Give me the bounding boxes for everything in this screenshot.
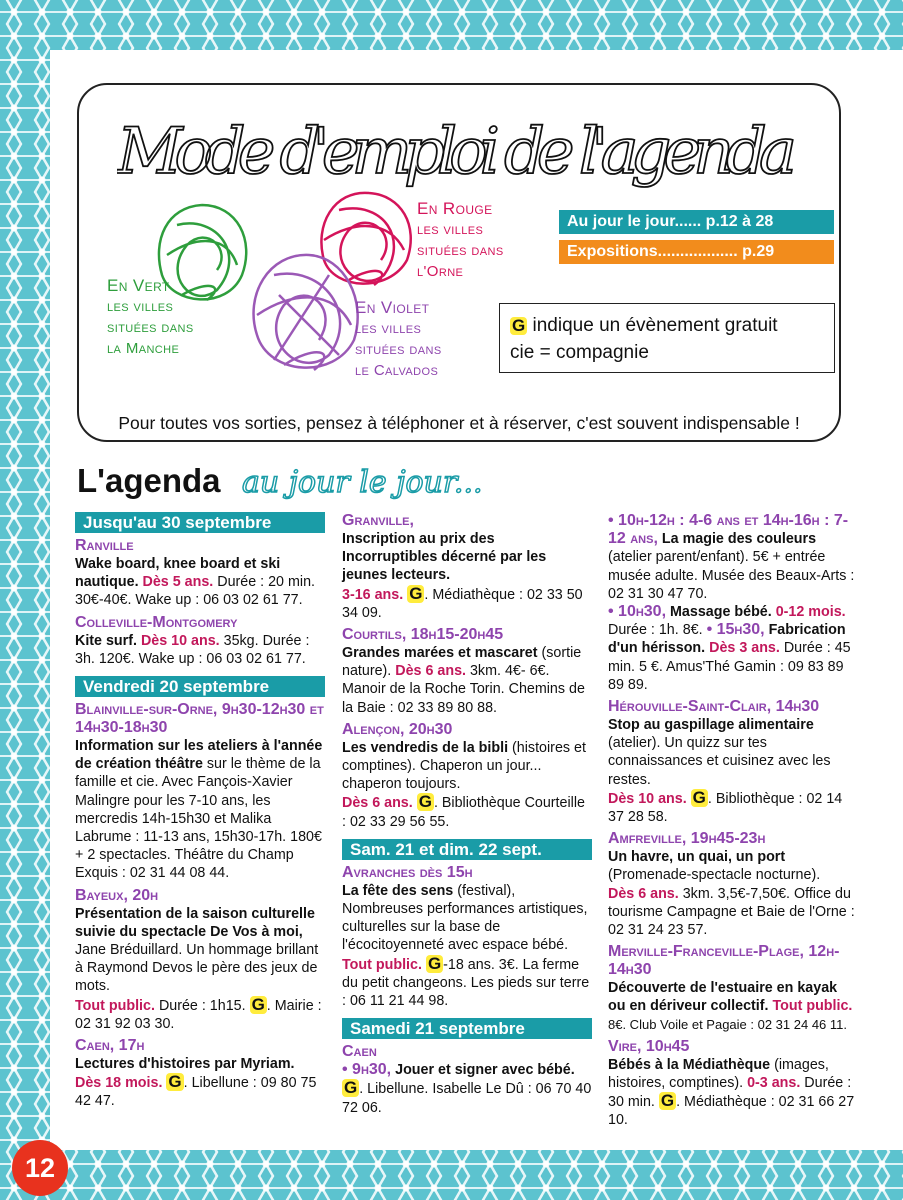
event-age: 3-16 ans. (342, 586, 404, 603)
tag-au-jour-le-jour: Au jour le jour...... p.12 à 28 (559, 210, 834, 234)
free-g-icon: G (512, 316, 526, 335)
event-details: Jane Bréduillard. Un hommage brillant à Raymond Devos le père des jeux de mots. (75, 942, 319, 995)
event-body (75, 555, 325, 610)
cie-legend-text: cie = compagnie (510, 342, 649, 363)
event-title: Stop au gaspillage alimentaire (608, 717, 814, 734)
event-body (608, 848, 858, 939)
tag-expositions: Expositions.................. p.29 (559, 240, 834, 264)
event-title: Wake board, knee board et ski nautique. (75, 556, 281, 591)
event-time: • 15h30, (706, 621, 765, 639)
guide-box (77, 83, 841, 442)
event-details: Durée : 1h. 8€. (608, 622, 703, 639)
legend-red-line: situées dans (417, 242, 504, 259)
event-title: Lectures d'histoires par Myriam. (75, 1056, 295, 1073)
event-city: Merville-Franceville-Plage, 12h-14h30 (608, 943, 840, 979)
event-title: Fabrication d'un hérisson. (608, 622, 846, 657)
event-age: 0-3 ans. (747, 1075, 801, 1092)
event-details: . Libellune. Isabelle Le Dû : 06 70 40 72 06. (342, 1081, 592, 1116)
legend-green-line: situées dans (107, 319, 194, 336)
legend-violet-line: le Calvados (355, 362, 439, 379)
event-details: . Bibliothèque : 02 14 37 28 58. (608, 790, 843, 826)
free-g-icon: G (344, 1078, 358, 1098)
event-time: • 10h-12h : 4-6 ans et 14h-16h : 7-12 ans, (608, 512, 849, 548)
legend-violet-line: situées dans (355, 341, 442, 358)
event-body (75, 737, 325, 883)
event-title: Présentation de la saison culturelle suivie du spectacle De Vos à moi, (75, 905, 315, 940)
legend-green-title: En Vert (107, 276, 170, 295)
free-g-icon: G (251, 994, 265, 1014)
event-city: Caen (342, 1043, 377, 1061)
legend-red (417, 198, 504, 282)
event-body (608, 979, 858, 1034)
legend-red-title: En Rouge (417, 199, 493, 218)
event-title: Jouer et signer avec bébé. (395, 1062, 575, 1079)
event-city: Vire, 10h45 (608, 1037, 690, 1055)
event-age: Tout public. (772, 998, 853, 1015)
event-details: (sortie nature). (342, 645, 582, 680)
reservation-note: Pour toutes vos sorties, pensez à téléphoner et à réserver, c'est souvent indispensable ! (118, 413, 800, 433)
event-details: 3km. 3,5€-7,50€. Office du tourisme Campagne et Baie de l'Orne : 02 31 24 23 57. (608, 885, 855, 939)
free-event-legend (499, 303, 835, 373)
event-body (342, 530, 592, 622)
event-details: . Mairie : 02 31 92 03 30. (75, 997, 322, 1032)
agenda-title: L'agenda (77, 462, 221, 499)
free-g-icon: G (427, 953, 442, 973)
event-title: Kite surf. (75, 632, 137, 649)
event-title: Grandes marées et mascaret (342, 645, 538, 662)
page-number: 12 (12, 1140, 68, 1196)
event-title: Bébés à la Médiathèque (608, 1056, 771, 1073)
event-details: 35kg. Durée : 3h. 120€. Wake up : 06 03 02 61 77. (75, 632, 310, 667)
event-age: Dès 18 mois. (75, 1075, 163, 1092)
event-details: -18 ans. 3€. La ferme du petit changeons. Les pieds sur terre : 06 11 21 44 98. (342, 956, 590, 1010)
event-body (75, 632, 325, 668)
event-body (75, 905, 325, 1033)
event-details: (images, histoires, comptines). (608, 1056, 829, 1092)
event-age: Dès 10 ans. (140, 632, 220, 649)
event-details: (histoires et comptines). Chaperon un jour... chaperon toujours. (342, 739, 586, 793)
event-title: La fête des sens (342, 882, 454, 899)
event-age: Tout public. (75, 997, 155, 1014)
free-legend-text: indique un évènement gratuit (532, 315, 778, 336)
event-body (608, 512, 858, 603)
legend-violet-title: En Violet (355, 298, 430, 317)
guide-title-handwritten (117, 103, 807, 203)
event-body (342, 644, 592, 717)
event-details: 3km. 4€- 6€. Manoir de la Roche Torin. Chemins de la Baie : 02 33 89 80 88. (342, 663, 585, 716)
event-title: Inscription au prix des Incorruptibles décerné par les jeunes lecteurs. (342, 531, 547, 584)
event-details: (atelier parent/enfant). 5€ + entrée musée adulte. Musée des Beaux-Arts : 02 31 30 47 70. (608, 549, 855, 602)
event-age: Tout public. (342, 956, 422, 973)
event-body (342, 1061, 592, 1117)
event-city: Ranville (75, 537, 134, 554)
legend-red-line: l'Orne (417, 263, 464, 280)
event-age: Dès 6 ans. (608, 885, 679, 902)
free-g-icon: G (660, 1091, 675, 1111)
event-details: (atelier). Un quizz sur tes connaissances et cuisinez avec les restes. (608, 735, 831, 788)
agenda-column-1 (75, 512, 325, 1111)
event-age: Dès 10 ans. (608, 790, 687, 807)
event-title: Les vendredis de la bibli (342, 739, 509, 756)
event-age: 0-12 mois. (775, 604, 846, 621)
event-time: • 10h30, (608, 603, 667, 621)
event-age: Dès 5 ans. (142, 574, 214, 591)
page-sheet (50, 50, 903, 1150)
event-details: sur le thème de la famille et cie. Avec Fançois-Xavier Malingre pour les 7-10 ans, les mercredis 14h-15h30 et Malika Labrume : 11-13 ans, 15h30-17h. 180€ + 2 spectacles. Théâtre du Champ Exquis : 02 31 44 08 44. (75, 756, 322, 882)
date-band: Jusqu'au 30 septembre (75, 512, 325, 533)
event-city: Alençon, 20h30 (342, 720, 453, 738)
event-details: . Bibliothèque Courteille : 02 33 29 56 55. (342, 795, 585, 830)
event-body (75, 1055, 325, 1111)
event-age: Dès 6 ans. (395, 663, 466, 680)
event-details: (festival), Nombreuses performances artistiques, culturelles sur la base de l'écocitoyenneté avec espace bébé. (342, 882, 588, 954)
event-body (342, 882, 592, 1010)
event-city: Caen, 17h (75, 1037, 145, 1055)
event-body (608, 1056, 858, 1130)
legend-green (107, 275, 194, 359)
svg-text:au jour le jour...: au jour le jour... (242, 465, 483, 500)
event-body (608, 716, 858, 826)
event-city: Bayeux, 20h (75, 886, 159, 904)
event-age: Dès 6 ans. (342, 795, 413, 812)
event-title: Massage bébé. (670, 604, 772, 621)
legend-violet-line: les villes (355, 320, 422, 337)
date-band: Sam. 21 et dim. 22 sept. (342, 839, 592, 860)
svg-text:Mode d'emploi de l'agenda: Mode d'emploi de l'agenda (117, 115, 797, 189)
event-time: • 9h30, (342, 1061, 392, 1079)
event-details: Durée : 20 min. 30€-40€. Wake up : 06 03 02 61 77. (75, 574, 315, 609)
free-g-icon: G (409, 583, 423, 603)
event-city: Avranches dès 15h (342, 863, 473, 881)
event-details: Durée : 30 min. (608, 1075, 852, 1111)
event-title: Un havre, un quai, un port (608, 849, 786, 866)
event-details: Durée : 45 min. 5 €. Amus'Thé Gamin : 09 83 89 89 89. (608, 640, 851, 693)
event-city: Courtils, 18h15-20h45 (342, 626, 504, 644)
event-title: Information sur les ateliers à l'année de création théâtre (75, 738, 323, 773)
event-details: . Médiathèque : 02 33 50 34 09. (342, 586, 583, 621)
event-body (608, 603, 858, 694)
event-details: . Libellune : 09 80 75 42 47. (75, 1075, 317, 1110)
event-details: 8€. Club Voile et Pagaie : 02 31 24 46 11. (608, 1016, 847, 1032)
event-title: Découverte de l'estuaire en kayak ou en dériveur collectif. (608, 980, 838, 1015)
legend-red-line: les villes (417, 221, 484, 238)
date-band: Samedi 21 septembre (342, 1018, 592, 1039)
agenda-subtitle-handwritten (242, 458, 502, 508)
free-g-icon: G (418, 792, 432, 812)
event-city: Blainville-sur-Orne, 9h30-12h30 et 14h30-18h30 (75, 701, 324, 737)
event-body (342, 739, 592, 831)
agenda-column-2 (342, 512, 592, 1117)
event-age: Dès 3 ans. (709, 640, 780, 657)
event-city: Granville, (342, 512, 414, 529)
event-city: Amfreville, 19h45-23h (608, 830, 766, 848)
legend-violet (355, 297, 442, 381)
legend-green-line: les villes (107, 298, 174, 315)
event-city: Colleville-Montgomery (75, 613, 238, 631)
event-details: . Médiathèque : 02 31 66 27 10. (608, 1094, 855, 1129)
free-g-icon: G (168, 1072, 182, 1092)
event-title: La magie des couleurs (661, 531, 817, 548)
event-city: Hérouville-Saint-Clair, 14h30 (608, 698, 820, 716)
event-details: (Promenade-spectacle nocturne). (608, 867, 821, 884)
free-g-icon: G (692, 787, 706, 807)
violet-scribble-icon (239, 245, 369, 385)
date-band: Vendredi 20 septembre (75, 676, 325, 697)
agenda-column-3 (608, 512, 858, 1130)
event-details: Durée : 1h15. (158, 997, 246, 1014)
legend-green-line: la Manche (107, 340, 180, 357)
